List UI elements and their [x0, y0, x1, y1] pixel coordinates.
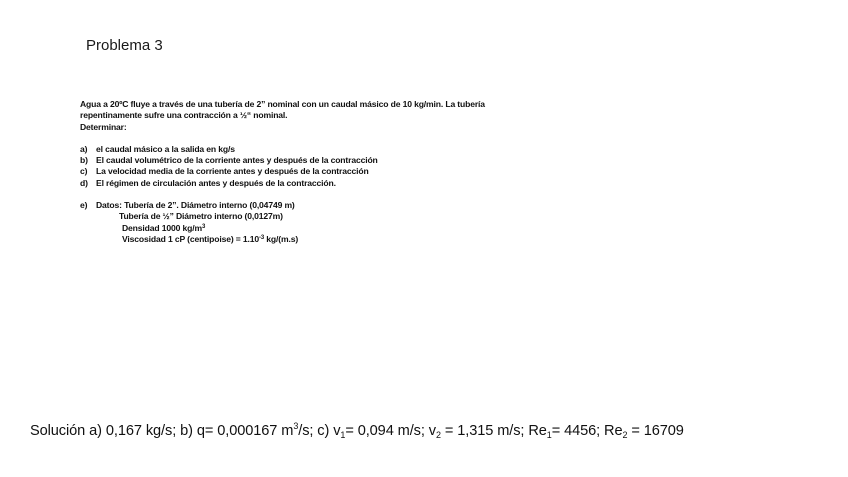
determine-heading: Determinar: [80, 121, 127, 132]
density-text: Densidad 1000 kg/m [122, 222, 202, 233]
item-label: a) [80, 143, 88, 154]
q-exponent: 3 [293, 421, 299, 431]
re2-value: = 16709 [627, 423, 684, 439]
slide-title: Problema 3 [86, 37, 163, 54]
item-text: El régimen de circulación antes y después de la contracción. [96, 177, 336, 188]
data-line: Tubería de ½” Diámetro interno (0,0127m) [119, 211, 283, 222]
problem-statement [80, 99, 600, 245]
item-text: El caudal volumétrico de la corriente antes y después de la contracción [96, 155, 378, 166]
statement-line: Agua a 20ºC fluye a través de una tubería de 2” nominal con un caudal másico de 10 kg/min. La tubería [80, 99, 485, 109]
solution-prefix: Solución a) 0,167 kg/s; b) q= 0,000167 m [30, 423, 294, 439]
item-label: b) [80, 155, 88, 166]
v1-value: = 0,094 m/s; v [345, 423, 436, 439]
data-item [80, 200, 600, 211]
item-text: el caudal másico a la salida en kg/s [96, 143, 235, 154]
data-line [80, 234, 600, 245]
viscosity-exponent: -3 [259, 234, 265, 241]
question-item [80, 144, 600, 155]
item-label: d) [80, 177, 88, 188]
item-text: La velocidad media de la corriente antes y después de la contracción [96, 166, 369, 177]
question-item [80, 155, 600, 166]
question-item [80, 178, 600, 189]
v2-subscript: 2 [435, 430, 441, 440]
question-item [80, 166, 600, 177]
solution-part-c: /s; c) v [298, 423, 341, 439]
item-label: c) [80, 166, 88, 177]
solution-line [30, 423, 684, 439]
re2-subscript: 2 [622, 430, 628, 440]
item-label: e) [80, 200, 88, 211]
statement-line: repentinamente sufre una contracción a ½“ nominal. [80, 110, 288, 121]
re1-subscript: 1 [546, 430, 552, 440]
v2-value: = 1,315 m/s; Re [440, 423, 547, 439]
viscosity-text: Viscosidad 1 cP (centipoise) = 1.10 [122, 233, 260, 244]
v1-subscript: 1 [340, 430, 346, 440]
re1-value: = 4456; Re [551, 423, 623, 439]
data-line: Datos: Tubería de 2”. Diámetro interno (0,04749 m) [96, 200, 295, 211]
viscosity-unit: kg/(m.s) [264, 233, 299, 244]
data-line [80, 223, 600, 234]
density-exponent: 3 [201, 223, 206, 230]
